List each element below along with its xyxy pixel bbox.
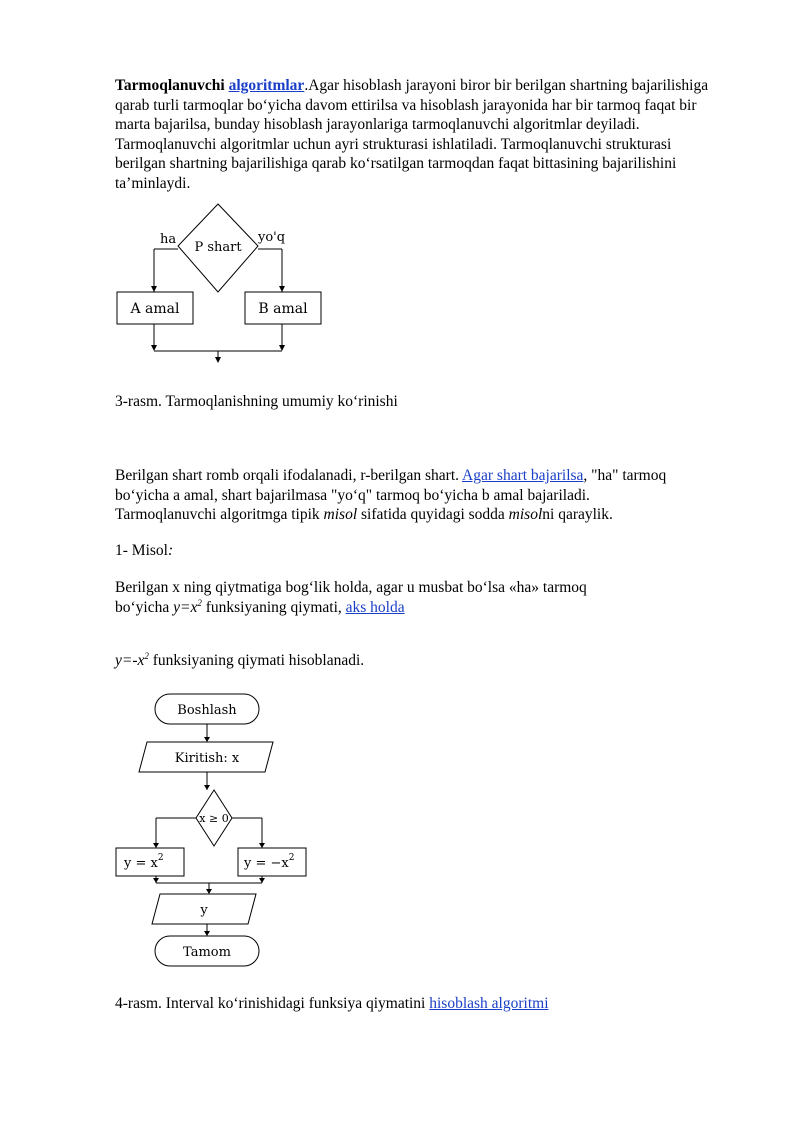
condition-2-label: x ≥ 0: [199, 812, 229, 825]
aks-holda-link[interactable]: aks holda: [345, 598, 405, 616]
shart-paragraph: Berilgan shart romb orqali ifodalanadi, r-berilgan shart. Agar shart bajarilsa, "ha" tarmoq bo‘yicha a amal, shart bajarilmasa "yo‘q" tarmoq bo‘yicha b amal bajariladi. Tarmoqlanuvchi algoritmga tipik misol sifatida quyidagi sodda misolni qaraylik.: [115, 467, 667, 523]
output-label: y: [200, 903, 208, 918]
formula-2: $y=-x^2$: [115, 650, 149, 669]
algoritmlar-link[interactable]: algoritmlar: [228, 77, 305, 94]
yes-label: ha: [160, 232, 177, 247]
action-b-label: B amal: [258, 301, 308, 317]
condition-label: P shart: [194, 240, 242, 255]
end-label: Tamom: [183, 945, 231, 960]
left-formula-label: $y = x^2$: [124, 853, 164, 871]
intro-line5: berilgan shartning bajarilishiga qarab ko‘rsatilgan tarmoqdan faqat bittasining bajarilishini: [115, 155, 677, 172]
intro-line2: qarab turli tarmoqlar bo‘yicha davom ettirilsa va hisoblash jarayonida har bir tarmoq faqat bir: [115, 96, 697, 114]
example-heading: 1- Misol:: [115, 542, 174, 559]
agar-shart-link[interactable]: Agar shart bajarilsa: [462, 467, 584, 484]
input-label: Kiritish: x: [174, 751, 240, 766]
action-a-label: A amal: [130, 301, 180, 317]
right-formula-label: $y = -x^2$: [244, 853, 295, 871]
no-label: yo'q: [258, 230, 286, 245]
intro-term: Tarmoqlanuvchi: [115, 77, 225, 94]
formula-1: $y=x^2$: [173, 597, 202, 616]
hisoblash-algoritmi-link[interactable]: hisoblash algoritmi: [429, 995, 549, 1012]
figure-3-flowchart: [112, 200, 332, 365]
intro-line3: marta bajarilsa, bunday hisoblash jarayonlariga tarmoqlanuvchi algoritmlar deyiladi.: [115, 116, 640, 133]
figure-4-caption: 4-rasm. Interval ko‘rinishidagi funksiya qiymatini hisoblash algoritmi: [115, 995, 549, 1012]
intro-line6: ta’minlaydi.: [115, 174, 191, 192]
start-label: Boshlash: [177, 703, 237, 718]
intro-line1: .Agar hisoblash jarayoni biror bir berilgan shartning bajarilishiga: [304, 77, 709, 94]
intro-line4: Tarmoqlanuvchi algoritmlar uchun ayri strukturasi ishlatiladi. Tarmoqlanuvchi strukturasi: [115, 135, 672, 153]
figure-3-caption: 3-rasm. Tarmoqlanishning umumiy ko‘rinishi: [115, 393, 398, 410]
example-paragraph: Berilgan x ning qiytmatiga bog‘lik holda, agar u musbat bo‘lsa «ha» tarmoq bo‘yicha $y=x^2$ funksiyaning qiymati, aks holda: [115, 579, 587, 616]
example-paragraph-end: $y=-x^2$ funksiyaning qiymati hisoblanadi.: [115, 650, 365, 669]
figure-4-flowchart: [110, 690, 315, 970]
intro-paragraph: [115, 76, 755, 193]
